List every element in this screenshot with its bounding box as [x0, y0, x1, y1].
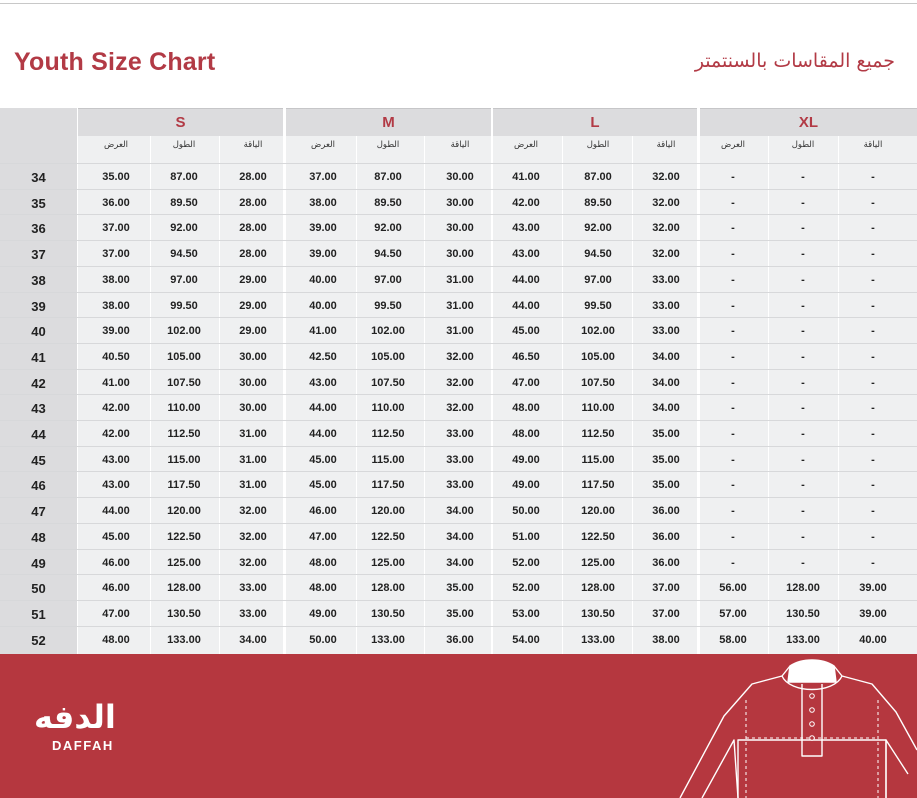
row-size-label: 52 — [31, 632, 46, 648]
table-cell: 99.50 — [170, 299, 198, 312]
table-cell: 56.00 — [719, 582, 747, 595]
table-cell: 130.50 — [167, 607, 201, 620]
table-cell: - — [871, 222, 875, 235]
table-cell: 39.00 — [309, 222, 337, 235]
size-group-label: S — [175, 114, 186, 131]
table-cell: - — [871, 505, 875, 518]
row-size-label: 46 — [31, 478, 46, 494]
row-size-label: 36 — [31, 221, 46, 237]
table-cell: 112.50 — [167, 428, 201, 440]
table-cell: 40.00 — [859, 633, 887, 646]
table-cell: 38.00 — [102, 299, 130, 312]
row-size-label: 35 — [31, 195, 46, 211]
table-cell: 49.00 — [309, 607, 337, 620]
table-cell: 107.50 — [167, 376, 201, 389]
table-cell: 41.00 — [309, 325, 337, 338]
table-cell: 33.00 — [239, 607, 267, 620]
table-cell: 92.00 — [170, 222, 198, 235]
table-cell: 39.00 — [102, 325, 130, 338]
table-cell: 115.00 — [167, 453, 201, 466]
chart-title: Youth Size Chart — [14, 48, 216, 76]
table-cell: 43.00 — [512, 222, 540, 235]
table-cell: 46.00 — [102, 556, 130, 569]
chart-subtitle-arabic: جميع المقاسات بالسنتمتر — [694, 50, 895, 72]
table-cell: - — [801, 479, 805, 492]
table-cell: 43.00 — [102, 479, 130, 492]
table-cell: 34.00 — [239, 633, 267, 646]
table-cell: 99.50 — [584, 299, 612, 312]
table-cell: 37.00 — [309, 171, 337, 183]
column-subheader: الياقة — [863, 140, 883, 150]
table-cell: 47.00 — [102, 607, 130, 620]
table-cell: - — [731, 299, 735, 312]
table-cell: 40.50 — [102, 350, 130, 363]
table-cell: 37.00 — [652, 582, 680, 595]
table-cell: 45.00 — [102, 530, 130, 543]
table-cell: 47.00 — [309, 530, 337, 543]
table-cell: 29.00 — [239, 299, 267, 312]
table-cell: 94.50 — [170, 248, 198, 261]
table-cell: 35.00 — [446, 582, 474, 595]
table-cell: 28.00 — [239, 196, 267, 209]
row-divider — [0, 471, 917, 472]
row-size-label: 38 — [31, 272, 46, 288]
table-cell: 30.00 — [446, 171, 474, 183]
table-cell: 117.50 — [581, 479, 615, 492]
table-cell: 32.00 — [446, 376, 474, 389]
table-cell: 117.50 — [167, 479, 201, 492]
table-cell: - — [871, 350, 875, 363]
table-cell: 133.00 — [371, 633, 405, 646]
table-cell: 130.50 — [371, 607, 405, 620]
column-subheader: العرض — [103, 140, 129, 150]
table-cell: 36.00 — [652, 505, 680, 518]
table-cell: 35.00 — [652, 479, 680, 492]
table-cell: 34.00 — [652, 350, 680, 363]
table-cell: 37.00 — [102, 248, 130, 261]
table-cell: 30.00 — [239, 376, 267, 389]
brand-footer — [0, 654, 917, 798]
table-cell: 32.00 — [239, 505, 267, 518]
table-cell: - — [801, 248, 805, 261]
table-cell: 44.00 — [309, 402, 337, 415]
table-cell: 30.00 — [239, 402, 267, 415]
row-divider — [0, 574, 917, 575]
top-divider — [0, 3, 917, 4]
table-cell: 89.50 — [584, 196, 612, 209]
table-cell: 110.00 — [581, 402, 615, 415]
table-cell: 115.00 — [581, 453, 615, 466]
size-group-header — [78, 108, 283, 136]
table-cell: 36.00 — [446, 633, 474, 646]
table-cell: - — [871, 325, 875, 338]
table-cell: 45.00 — [309, 453, 337, 466]
table-cell: - — [871, 196, 875, 209]
table-cell: - — [731, 453, 735, 466]
row-size-label: 39 — [31, 298, 46, 314]
table-cell: 32.00 — [446, 350, 474, 363]
row-size-label: 41 — [31, 349, 46, 365]
daffah-logo — [30, 698, 150, 753]
table-cell: 102.00 — [167, 325, 201, 338]
row-divider — [0, 292, 917, 293]
row-size-label: 43 — [31, 401, 46, 417]
table-cell: 120.00 — [581, 505, 615, 518]
table-cell: - — [801, 171, 805, 183]
table-cell: - — [801, 453, 805, 466]
table-cell: 34.00 — [446, 505, 474, 518]
table-cell: 30.00 — [446, 196, 474, 209]
table-cell: 33.00 — [239, 582, 267, 595]
table-cell: 33.00 — [652, 299, 680, 312]
table-cell: 36.00 — [102, 196, 130, 209]
table-cell: 31.00 — [446, 299, 474, 312]
table-cell: 35.00 — [652, 453, 680, 466]
row-size-label: 37 — [31, 247, 46, 263]
size-group-header — [286, 108, 491, 136]
table-cell: 107.50 — [371, 376, 405, 389]
table-cell: 133.00 — [786, 633, 820, 646]
table-cell: - — [731, 273, 735, 286]
row-divider — [0, 420, 917, 421]
table-cell: 48.00 — [309, 556, 337, 569]
table-cell: - — [731, 196, 735, 209]
table-cell: 92.00 — [374, 222, 402, 235]
table-cell: 57.00 — [719, 607, 747, 620]
table-cell: 32.00 — [652, 248, 680, 261]
table-cell: - — [731, 505, 735, 518]
table-cell: - — [731, 222, 735, 235]
column-subheader: الطول — [791, 140, 815, 150]
table-cell: 52.00 — [512, 556, 540, 569]
table-cell: 89.50 — [374, 196, 402, 209]
row-divider — [0, 240, 917, 241]
row-size-label: 47 — [31, 504, 46, 520]
table-cell: 87.00 — [170, 171, 198, 183]
row-divider — [0, 626, 917, 627]
table-cell: 33.00 — [446, 453, 474, 466]
row-size-label: 40 — [31, 324, 46, 340]
table-cell: 36.00 — [652, 530, 680, 543]
row-divider — [0, 394, 917, 395]
table-cell: 128.00 — [786, 582, 820, 595]
table-cell: 30.00 — [446, 222, 474, 235]
table-cell: - — [801, 325, 805, 338]
table-cell: 49.00 — [512, 479, 540, 492]
table-cell: 30.00 — [446, 248, 474, 261]
table-cell: 34.00 — [446, 530, 474, 543]
table-cell: 44.00 — [102, 505, 130, 518]
table-cell: 51.00 — [512, 530, 540, 543]
table-cell: 31.00 — [239, 428, 267, 440]
table-cell: 33.00 — [652, 273, 680, 286]
row-size-label: 34 — [31, 170, 46, 185]
column-subheader: العرض — [513, 140, 539, 150]
table-cell: - — [871, 171, 875, 183]
table-cell: 97.00 — [374, 273, 402, 286]
table-cell: 45.00 — [512, 325, 540, 338]
table-cell: - — [871, 248, 875, 261]
size-chart-table — [0, 108, 917, 654]
table-cell: - — [731, 171, 735, 183]
table-cell: - — [871, 299, 875, 312]
table-cell: 97.00 — [170, 273, 198, 286]
size-group-header — [493, 108, 697, 136]
table-cell: 128.00 — [581, 582, 615, 595]
size-group-label: XL — [798, 114, 819, 131]
table-cell: - — [801, 556, 805, 569]
table-cell: 35.00 — [102, 171, 130, 183]
table-cell: 50.00 — [309, 633, 337, 646]
row-divider — [0, 369, 917, 370]
table-cell: 44.00 — [512, 273, 540, 286]
table-cell: 122.50 — [581, 530, 615, 543]
table-cell: 43.00 — [512, 248, 540, 261]
row-divider — [0, 343, 917, 344]
table-cell: 35.00 — [446, 607, 474, 620]
table-cell: - — [731, 428, 735, 440]
table-cell: 46.00 — [102, 582, 130, 595]
table-cell: 120.00 — [371, 505, 405, 518]
table-cell: 94.50 — [374, 248, 402, 261]
table-cell: 42.50 — [309, 350, 337, 363]
table-cell: 48.00 — [512, 428, 540, 440]
table-cell: 117.50 — [371, 479, 405, 492]
table-cell: 28.00 — [239, 171, 267, 183]
row-divider — [0, 523, 917, 524]
table-cell: 39.00 — [859, 582, 887, 595]
table-cell: 89.50 — [170, 196, 198, 209]
table-cell: 112.50 — [581, 428, 615, 440]
table-cell: 110.00 — [167, 402, 201, 415]
table-cell: 105.00 — [581, 350, 615, 363]
table-cell: 44.00 — [309, 428, 337, 440]
table-cell: 47.00 — [512, 376, 540, 389]
table-cell: 48.00 — [102, 633, 130, 646]
table-cell: 133.00 — [167, 633, 201, 646]
table-cell: - — [801, 299, 805, 312]
row-size-label: 42 — [31, 375, 46, 391]
table-cell: 32.00 — [446, 402, 474, 415]
table-cell: - — [801, 376, 805, 389]
row-divider — [0, 163, 917, 164]
column-subheader: الطول — [376, 140, 400, 150]
column-subheader: الطول — [586, 140, 610, 150]
table-cell: 36.00 — [652, 556, 680, 569]
table-cell: 42.00 — [102, 428, 130, 440]
table-cell: - — [801, 273, 805, 286]
row-divider — [0, 317, 917, 318]
table-cell: 110.00 — [371, 402, 405, 415]
table-cell: - — [731, 402, 735, 415]
table-cell: 39.00 — [859, 607, 887, 620]
table-cell: 44.00 — [512, 299, 540, 312]
table-cell: 38.00 — [102, 273, 130, 286]
logo-arabic-text: الدفه — [34, 698, 116, 736]
column-subheader: العرض — [310, 140, 336, 150]
table-cell: 37.00 — [652, 607, 680, 620]
table-cell: 102.00 — [581, 325, 615, 338]
table-cell: 31.00 — [446, 325, 474, 338]
table-cell: 49.00 — [512, 453, 540, 466]
table-cell: 42.00 — [512, 196, 540, 209]
table-cell: 31.00 — [239, 479, 267, 492]
table-cell: 54.00 — [512, 633, 540, 646]
row-divider — [0, 189, 917, 190]
table-cell: 34.00 — [652, 376, 680, 389]
table-cell: - — [871, 556, 875, 569]
table-cell: 33.00 — [652, 325, 680, 338]
table-cell: 122.50 — [371, 530, 405, 543]
table-cell: - — [871, 479, 875, 492]
table-cell: 48.00 — [309, 582, 337, 595]
table-cell: - — [801, 402, 805, 415]
table-cell: 39.00 — [309, 248, 337, 261]
table-cell: 94.50 — [584, 248, 612, 261]
table-cell: - — [871, 428, 875, 440]
table-cell: 43.00 — [102, 453, 130, 466]
table-cell: 107.50 — [581, 376, 615, 389]
row-size-label: 48 — [31, 529, 46, 545]
table-cell: 112.50 — [371, 428, 405, 440]
row-size-label: 50 — [31, 581, 46, 597]
table-cell: 92.00 — [584, 222, 612, 235]
row-divider — [0, 497, 917, 498]
size-group-label: L — [590, 114, 600, 131]
table-cell: 58.00 — [719, 633, 747, 646]
table-cell: 125.00 — [167, 556, 201, 569]
size-group-header — [700, 108, 917, 136]
table-cell: 87.00 — [374, 171, 402, 183]
column-subheader: الياقة — [450, 140, 470, 150]
table-cell: 40.00 — [309, 299, 337, 312]
table-cell: - — [731, 325, 735, 338]
table-cell: 28.00 — [239, 222, 267, 235]
table-cell: 46.00 — [309, 505, 337, 518]
table-cell: 120.00 — [167, 505, 201, 518]
table-cell: - — [871, 376, 875, 389]
table-cell: 43.00 — [309, 376, 337, 389]
table-cell: 125.00 — [581, 556, 615, 569]
logo-english-text: DAFFAH — [52, 738, 114, 753]
table-cell: - — [801, 505, 805, 518]
column-subheader: الياقة — [656, 140, 676, 150]
table-cell: 31.00 — [446, 273, 474, 286]
table-cell: 102.00 — [371, 325, 405, 338]
column-subheader: الطول — [172, 140, 196, 150]
table-cell: - — [731, 350, 735, 363]
table-cell: 105.00 — [167, 350, 201, 363]
table-cell: 48.00 — [512, 402, 540, 415]
table-cell: 46.50 — [512, 350, 540, 363]
table-cell: 29.00 — [239, 325, 267, 338]
table-cell: 50.00 — [512, 505, 540, 518]
table-cell: 125.00 — [371, 556, 405, 569]
table-cell: 29.00 — [239, 273, 267, 286]
table-cell: 130.50 — [581, 607, 615, 620]
row-divider — [0, 266, 917, 267]
column-subheader: الياقة — [243, 140, 263, 150]
row-size-label: 45 — [31, 452, 46, 468]
table-cell: 40.00 — [309, 273, 337, 286]
table-cell: - — [731, 479, 735, 492]
table-cell: 30.00 — [239, 350, 267, 363]
table-cell: 122.50 — [167, 530, 201, 543]
table-cell: - — [871, 273, 875, 286]
table-cell: 45.00 — [309, 479, 337, 492]
table-cell: 42.00 — [102, 402, 130, 415]
table-cell: 87.00 — [584, 171, 612, 183]
table-cell: - — [871, 530, 875, 543]
row-size-label: 51 — [31, 606, 46, 622]
row-divider — [0, 549, 917, 550]
table-cell: 52.00 — [512, 582, 540, 595]
table-cell: 130.50 — [786, 607, 820, 620]
table-cell: 38.00 — [309, 196, 337, 209]
table-cell: - — [801, 196, 805, 209]
table-cell: - — [801, 350, 805, 363]
table-cell: - — [731, 556, 735, 569]
table-cell: 31.00 — [239, 453, 267, 466]
row-size-label: 49 — [31, 555, 46, 571]
table-cell: 32.00 — [652, 196, 680, 209]
table-cell: 97.00 — [584, 273, 612, 286]
table-cell: - — [871, 402, 875, 415]
table-cell: 32.00 — [652, 222, 680, 235]
table-cell: 28.00 — [239, 248, 267, 261]
table-cell: 37.00 — [102, 222, 130, 235]
table-cell: 99.50 — [374, 299, 402, 312]
row-divider — [0, 600, 917, 601]
size-group-label: M — [382, 114, 395, 131]
table-cell: - — [731, 248, 735, 261]
table-cell: - — [871, 453, 875, 466]
row-divider — [0, 214, 917, 215]
table-cell: 33.00 — [446, 428, 474, 440]
table-cell: 38.00 — [652, 633, 680, 646]
table-cell: 41.00 — [512, 171, 540, 183]
table-cell: 35.00 — [652, 428, 680, 440]
table-cell: 34.00 — [446, 556, 474, 569]
table-cell: 32.00 — [239, 556, 267, 569]
thobe-illustration — [672, 654, 917, 798]
table-cell: 133.00 — [581, 633, 615, 646]
table-cell: 53.00 — [512, 607, 540, 620]
table-cell: - — [801, 530, 805, 543]
table-cell: 105.00 — [371, 350, 405, 363]
table-cell: - — [731, 530, 735, 543]
table-cell: 128.00 — [167, 582, 201, 595]
row-size-label: 44 — [31, 427, 46, 442]
row-divider — [0, 446, 917, 447]
table-cell: - — [731, 376, 735, 389]
table-cell: - — [801, 222, 805, 235]
table-cell: 34.00 — [652, 402, 680, 415]
table-cell: 128.00 — [371, 582, 405, 595]
table-cell: 41.00 — [102, 376, 130, 389]
column-subheader: العرض — [720, 140, 746, 150]
table-cell: - — [801, 428, 805, 440]
table-cell: 115.00 — [371, 453, 405, 466]
table-cell: 33.00 — [446, 479, 474, 492]
table-cell: 32.00 — [652, 171, 680, 183]
table-cell: 32.00 — [239, 530, 267, 543]
